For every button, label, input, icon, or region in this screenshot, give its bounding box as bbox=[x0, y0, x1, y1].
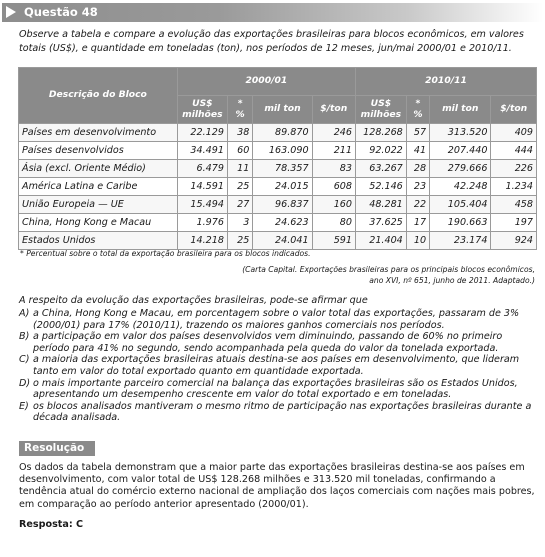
resolution-text: Os dados da tabela demonstram que a maior parte das exportações brasileiras destina-se aos países em desenvolvimento, com valor total de US$ 128.268 milhões e 313.520 mil toneladas, confirmando a tendência atual do comércio externo nacional de ampliação dos laços comerciais com nações mais pobres, em comparação ao período anterior apresentado (2000/01). bbox=[19, 462, 535, 510]
option-letter: E) bbox=[19, 400, 29, 412]
value-cell: 924 bbox=[491, 232, 537, 250]
value-cell: 163.090 bbox=[253, 142, 312, 160]
value-cell: 14.218 bbox=[177, 232, 227, 250]
source-line: (Carta Capital. Exportações brasileiras para os principais blocos econômicos, bbox=[242, 265, 535, 274]
option-c bbox=[19, 354, 537, 377]
source-citation bbox=[205, 265, 535, 286]
usd-header: US$ milhões bbox=[177, 96, 227, 124]
value-cell: 190.663 bbox=[430, 214, 491, 232]
value-cell: 128.268 bbox=[356, 124, 407, 142]
value-cell: 37.625 bbox=[356, 214, 407, 232]
ton-header: mil ton bbox=[430, 96, 491, 124]
value-cell: 92.022 bbox=[356, 142, 407, 160]
question-stem: A respeito da evolução das exportações brasileiras, pode-se afirmar que bbox=[19, 295, 368, 306]
block-name-cell: Ásia (excl. Oriente Médio) bbox=[19, 160, 178, 178]
block-name-cell: Países em desenvolvimento bbox=[19, 124, 178, 142]
table-row bbox=[19, 142, 537, 160]
value-cell: 25 bbox=[227, 232, 252, 250]
value-cell: 42.248 bbox=[430, 178, 491, 196]
table-body bbox=[19, 124, 537, 250]
value-cell: 60 bbox=[227, 142, 252, 160]
answer-key: Resposta: C bbox=[19, 519, 84, 530]
block-name-cell: União Europeia — UE bbox=[19, 196, 178, 214]
value-cell: 48.281 bbox=[356, 196, 407, 214]
percent-header: * % bbox=[406, 96, 429, 124]
table-row bbox=[19, 196, 537, 214]
source-line: ano XVI, nº 651, junho de 2011. Adaptado.) bbox=[369, 275, 535, 285]
value-cell: 28 bbox=[406, 160, 429, 178]
question-title: Questão 48 bbox=[24, 5, 98, 19]
option-d bbox=[19, 378, 537, 401]
option-text: a China, Hong Kong e Macau, em porcentagem sobre o valor total das exportações, passaram de 3% (2000/01) para 17% (2010/11), trazendo os maiores ganhos comerciais nos períodos. bbox=[33, 308, 520, 331]
value-cell: 246 bbox=[312, 124, 355, 142]
value-cell: 458 bbox=[491, 196, 537, 214]
table-row bbox=[19, 160, 537, 178]
question-header bbox=[2, 3, 543, 22]
resolution-header bbox=[19, 441, 95, 456]
value-cell: 22 bbox=[406, 196, 429, 214]
ton-header: mil ton bbox=[253, 96, 312, 124]
value-cell: 25 bbox=[227, 178, 252, 196]
option-a bbox=[19, 308, 537, 331]
value-cell: 63.267 bbox=[356, 160, 407, 178]
value-cell: 52.146 bbox=[356, 178, 407, 196]
value-cell: 34.491 bbox=[177, 142, 227, 160]
value-cell: 409 bbox=[491, 124, 537, 142]
value-cell: 83 bbox=[312, 160, 355, 178]
option-text: os blocos analisados mantiveram o mesmo ritmo de participação nas exportações brasileiras durante a década analisada. bbox=[33, 400, 532, 424]
block-name-cell: China, Hong Kong e Macau bbox=[19, 214, 178, 232]
value-cell: 226 bbox=[491, 160, 537, 178]
value-cell: 160 bbox=[312, 196, 355, 214]
value-cell: 197 bbox=[491, 214, 537, 232]
value-cell: 6.479 bbox=[177, 160, 227, 178]
option-text: o mais importante parceiro comercial na balança das exportações brasileiras são os Estados Unidos, apresentando um desempenho crescente em valor do total exportado e em toneladas. bbox=[33, 377, 518, 401]
value-cell: 211 bbox=[312, 142, 355, 160]
value-cell: 313.520 bbox=[430, 124, 491, 142]
block-name-cell: América Latina e Caribe bbox=[19, 178, 178, 196]
value-cell: 41 bbox=[406, 142, 429, 160]
value-cell: 23.174 bbox=[430, 232, 491, 250]
block-name-cell: Estados Unidos bbox=[19, 232, 178, 250]
value-cell: 24.015 bbox=[253, 178, 312, 196]
value-cell: 27 bbox=[227, 196, 252, 214]
value-cell: 23 bbox=[406, 178, 429, 196]
value-cell: 21.404 bbox=[356, 232, 407, 250]
resolution-title: Resolução bbox=[24, 442, 85, 454]
option-letter: D) bbox=[19, 377, 31, 389]
block-name-cell: Países desenvolvidos bbox=[19, 142, 178, 160]
period-2000-header: 2000/01 bbox=[177, 68, 355, 96]
value-cell: 22.129 bbox=[177, 124, 227, 142]
value-cell: 444 bbox=[491, 142, 537, 160]
value-cell: 1.976 bbox=[177, 214, 227, 232]
value-cell: 608 bbox=[312, 178, 355, 196]
value-cell: 10 bbox=[406, 232, 429, 250]
answer-options bbox=[19, 308, 537, 424]
table-footnote: * Percentual sobre o total da exportação brasileira para os blocos indicados. bbox=[20, 249, 311, 258]
value-cell: 105.404 bbox=[430, 196, 491, 214]
value-cell: 279.666 bbox=[430, 160, 491, 178]
period-2010-header: 2010/11 bbox=[356, 68, 537, 96]
value-cell: 24.623 bbox=[253, 214, 312, 232]
table-row bbox=[19, 124, 537, 142]
table-row bbox=[19, 178, 537, 196]
usd-header: US$ milhões bbox=[356, 96, 407, 124]
value-cell: 1.234 bbox=[491, 178, 537, 196]
play-arrow-icon bbox=[6, 6, 16, 18]
exports-table bbox=[18, 67, 537, 250]
table-row bbox=[19, 214, 537, 232]
value-cell: 80 bbox=[312, 214, 355, 232]
value-cell: 96.837 bbox=[253, 196, 312, 214]
value-cell: 14.591 bbox=[177, 178, 227, 196]
option-letter: A) bbox=[19, 308, 30, 319]
value-cell: 78.357 bbox=[253, 160, 312, 178]
option-text: a maioria das exportações brasileiras atuais destina-se aos países em desenvolvimento, que lideram tanto em valor do total exportado quanto em quantidade exportada. bbox=[33, 354, 520, 377]
value-cell: 24.041 bbox=[253, 232, 312, 250]
option-letter: C) bbox=[19, 354, 30, 366]
option-letter: B) bbox=[19, 331, 30, 343]
percent-header: * % bbox=[227, 96, 252, 124]
option-b bbox=[19, 331, 537, 354]
col-block-header: Descrição do Bloco bbox=[19, 68, 178, 124]
price-per-ton-header: $/ton bbox=[312, 96, 355, 124]
value-cell: 17 bbox=[406, 214, 429, 232]
option-e bbox=[19, 401, 537, 424]
value-cell: 3 bbox=[227, 214, 252, 232]
value-cell: 15.494 bbox=[177, 196, 227, 214]
question-intro: Observe a tabela e compare a evolução das exportações brasileiras para blocos econômicos, em valores totais (US$), e quantidade em toneladas (ton), nos períodos de 12 meses, jun/mai 2000/01 e 2010/11. bbox=[19, 29, 524, 54]
option-text: a participação em valor dos países desenvolvidos vem diminuindo, passando de 60% no primeiro período para 41% no segundo, sendo acompanhada pela queda do valor da tonelada exportada. bbox=[33, 331, 503, 354]
value-cell: 591 bbox=[312, 232, 355, 250]
value-cell: 207.440 bbox=[430, 142, 491, 160]
value-cell: 57 bbox=[406, 124, 429, 142]
price-per-ton-header: $/ton bbox=[491, 96, 537, 124]
value-cell: 38 bbox=[227, 124, 252, 142]
value-cell: 89.870 bbox=[253, 124, 312, 142]
table-row bbox=[19, 232, 537, 250]
value-cell: 11 bbox=[227, 160, 252, 178]
